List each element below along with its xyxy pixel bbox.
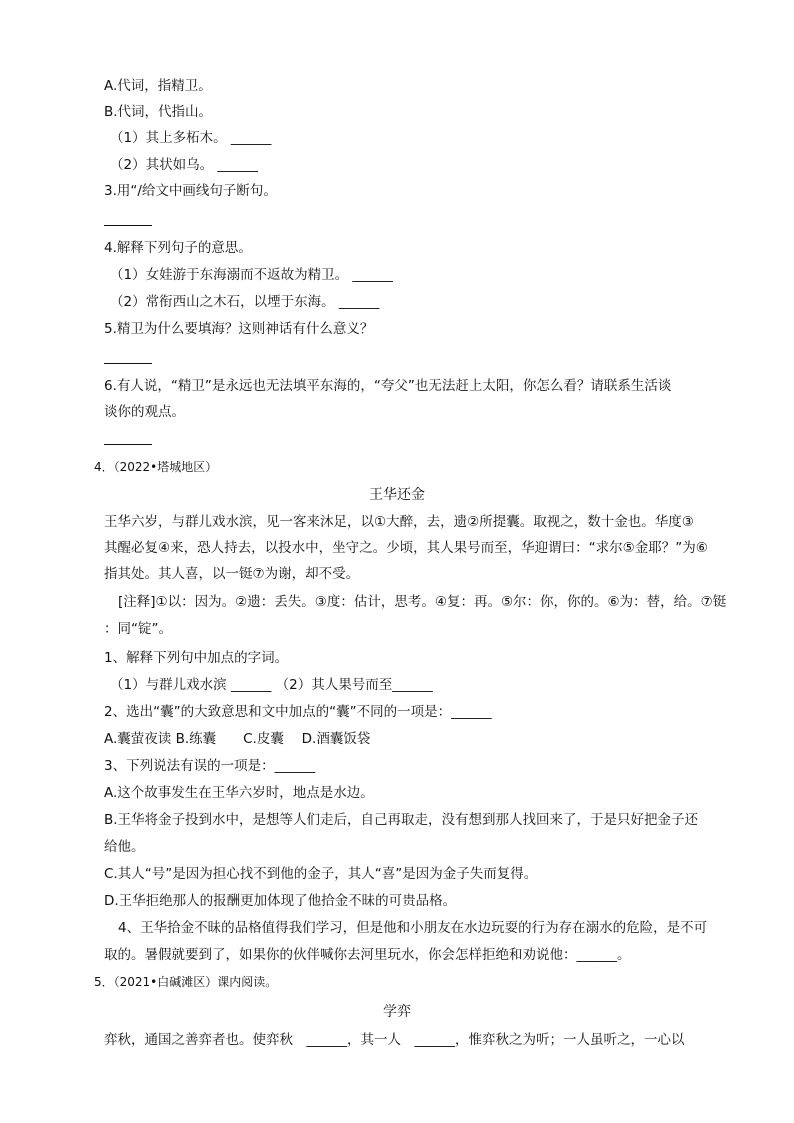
question-3-option-b-line2: 给他。 bbox=[104, 839, 145, 855]
question-1: 1、解释下列句中加点的字词。 bbox=[104, 650, 289, 666]
question-6-line2: 谈你的观点。 bbox=[104, 404, 185, 420]
question-4-2: （2）常衔西山之木石，以堙于东海。 ______ bbox=[110, 294, 380, 310]
question-3-option-c: C.其人“号”是因为担心找不到他的金子，其人“喜”是因为金子失而复得。 bbox=[104, 866, 538, 882]
answer-blank bbox=[104, 443, 152, 445]
answer-blank bbox=[104, 362, 152, 364]
question-4-line2: 取的。暑假就要到了，如果你的伙伴喊你去河里玩水，你会怎样拒绝和劝说他：______。 bbox=[104, 947, 631, 963]
annotation-line-2: ：同“锭”。 bbox=[104, 621, 172, 637]
passage-line-1: 王华六岁，与群儿戏水滨，见一客来沐足，以①大醉，去，遗②所提囊。取视之，数十金也。华度③ bbox=[104, 514, 694, 530]
question-2-options: A.囊萤夜读 B.练囊 C.皮囊 D.酒囊饭袋 bbox=[104, 731, 371, 747]
passage-line-2: 其醒必复④来，恐人持去，以投水中，坐守之。少顷，其人果号而至，华迎谓曰：“求尔⑤金耶？”为⑥ bbox=[104, 540, 708, 556]
question-3: 3.用“/给文中画线句子断句。 bbox=[104, 183, 277, 199]
section-5-header: 5．（2021•白碱滩区）课内阅读。 bbox=[94, 975, 278, 989]
option-b: B.代词，代指山。 bbox=[104, 104, 213, 120]
question-3: 3、下列说法有误的一项是：______ bbox=[104, 758, 316, 774]
passage-2-line-1: 弈秋，通国之善弈者也。使弈秋 ______，其一人 ______，惟弈秋之为听；一人虽听之，一心以 bbox=[104, 1032, 685, 1048]
question-2: 2、选出“囊”的大致意思和文中加点的“囊”不同的一项是：______ bbox=[104, 704, 492, 720]
sub-question-2: （2）其状如乌。 ______ bbox=[110, 157, 258, 173]
question-3-option-d: D.王华拒绝那人的报酬更加体现了他拾金不昧的可贵品格。 bbox=[104, 893, 457, 909]
section-4-header: 4．（2022•塔城地区） bbox=[94, 460, 218, 474]
option-a: A.代词，指精卫。 bbox=[104, 78, 212, 94]
passage-line-3: 指其处。其人喜，以一铤⑦为谢，却不受。 bbox=[104, 566, 360, 582]
answer-blank bbox=[104, 224, 152, 226]
question-3-option-a: A.这个故事发生在王华六岁时，地点是水边。 bbox=[104, 785, 374, 801]
question-1-sub: （1）与群儿戏水滨 ______ （2）其人果号而至______ bbox=[110, 677, 433, 693]
passage-title: 王华还金 bbox=[369, 487, 425, 503]
annotation-line-1: [注释]①以：因为。②遗：丢失。③度：估计，思考。④复：再。⑤尔：你，你的。⑥为：替，给。⑦铤 bbox=[118, 594, 727, 610]
question-4-line1: 4、王华拾金不昧的品格值得我们学习，但是他和小朋友在水边玩耍的行为存在溺水的危险，是不可 bbox=[118, 920, 708, 936]
passage-title-2: 学弈 bbox=[383, 1004, 411, 1020]
question-3-option-b-line1: B.王华将金子投到水中，是想等人们走后，自己再取走，没有想到那人找回来了，于是只好把金子还 bbox=[104, 812, 699, 828]
question-5: 5.精卫为什么要填海？这则神话有什么意义？ bbox=[104, 321, 374, 337]
question-4-1: （1）女娃游于东海溺而不返故为精卫。 ______ bbox=[110, 267, 393, 283]
sub-question-1: （1）其上多柘木。 ______ bbox=[110, 130, 272, 146]
question-4: 4.解释下列句子的意思。 bbox=[104, 240, 252, 256]
question-6-line1: 6.有人说，“精卫”是永远也无法填平东海的，“夸父”也无法赶上太阳，你怎么看？请联系生活谈 bbox=[104, 378, 672, 394]
